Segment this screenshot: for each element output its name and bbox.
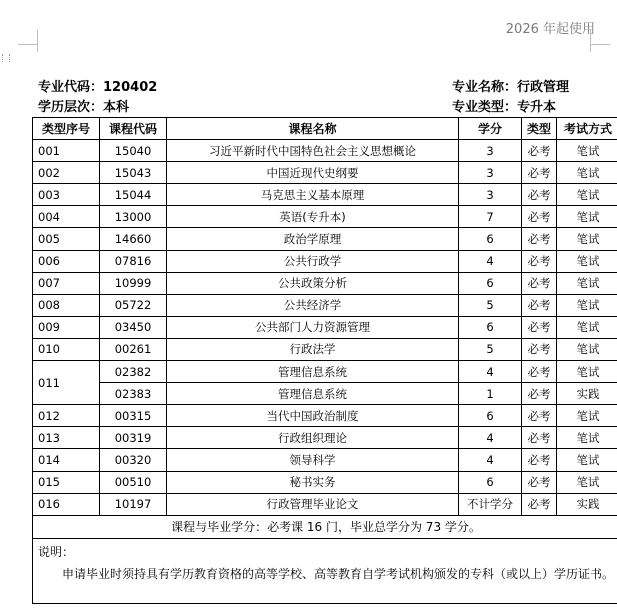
table-row [33, 140, 617, 162]
code-cell: 00510 [100, 471, 167, 493]
type-cell: 必考 [522, 405, 557, 427]
table-row [33, 228, 617, 250]
major-code-label: 专业代码： [38, 80, 104, 95]
table-row [33, 338, 617, 360]
table-row [33, 162, 617, 184]
name-cell: 管理信息系统 [167, 361, 459, 383]
education-level-label: 学历层次： [38, 100, 104, 115]
credit-cell: 3 [459, 140, 522, 162]
code-cell: 15044 [100, 184, 167, 206]
crop-mark-left-horizontal [18, 44, 38, 45]
type-cell: 必考 [522, 294, 557, 316]
seq-cell: 008 [33, 294, 100, 316]
exam-cell: 笔试 [557, 228, 617, 250]
credit-cell: 6 [459, 316, 522, 338]
type-cell: 必考 [522, 316, 557, 338]
margin-marker-icon [2, 54, 10, 62]
course-table [32, 117, 617, 604]
name-cell: 行政管理毕业论文 [167, 493, 459, 515]
major-type-label: 专业类型： [452, 100, 518, 115]
exam-cell: 笔试 [557, 405, 617, 427]
name-cell: 公共部门人力资源管理 [167, 316, 459, 338]
type-cell: 必考 [522, 427, 557, 449]
crop-mark-left-vertical [37, 30, 38, 52]
exam-cell: 笔试 [557, 140, 617, 162]
table-row [33, 493, 617, 515]
education-level-line [38, 96, 129, 115]
credit-cell: 7 [459, 206, 522, 228]
type-cell: 必考 [522, 206, 557, 228]
name-cell: 政治学原理 [167, 228, 459, 250]
name-cell: 行政法学 [167, 338, 459, 360]
credit-cell: 6 [459, 471, 522, 493]
seq-cell: 002 [33, 162, 100, 184]
name-cell: 马克思主义基本原理 [167, 184, 459, 206]
code-cell: 15043 [100, 162, 167, 184]
exam-cell: 笔试 [557, 471, 617, 493]
credit-cell: 4 [459, 449, 522, 471]
seq-cell: 004 [33, 206, 100, 228]
seq-cell: 006 [33, 250, 100, 272]
column-header-seq: 类型序号 [33, 118, 100, 140]
name-cell: 行政组织理论 [167, 427, 459, 449]
exam-cell: 实践 [557, 383, 617, 405]
credit-cell: 6 [459, 272, 522, 294]
type-cell: 必考 [522, 162, 557, 184]
name-cell: 领导科学 [167, 449, 459, 471]
column-header-exam: 考试方式 [557, 118, 617, 140]
seq-cell: 009 [33, 316, 100, 338]
exam-cell: 笔试 [557, 250, 617, 272]
credit-cell: 6 [459, 228, 522, 250]
code-cell: 15040 [100, 140, 167, 162]
name-cell: 当代中国政治制度 [167, 405, 459, 427]
type-cell: 必考 [522, 140, 557, 162]
name-cell: 习近平新时代中国特色社会主义思想概论 [167, 140, 459, 162]
column-header-code: 课程代码 [100, 118, 167, 140]
seq-cell: 005 [33, 228, 100, 250]
type-cell: 必考 [522, 272, 557, 294]
table-header-row [33, 118, 617, 140]
name-cell: 中国近现代史纲要 [167, 162, 459, 184]
major-name-line [452, 76, 569, 95]
education-level-value: 本科 [103, 100, 130, 115]
exam-cell: 笔试 [557, 338, 617, 360]
code-cell: 00315 [100, 405, 167, 427]
major-name-value: 行政管理 [517, 80, 570, 95]
type-cell: 必考 [522, 493, 557, 515]
table-row [33, 405, 617, 427]
exam-cell: 笔试 [557, 272, 617, 294]
type-cell: 必考 [522, 338, 557, 360]
code-cell: 02382 [100, 361, 167, 383]
note-title: 说明： [38, 544, 75, 559]
table-row [33, 206, 617, 228]
seq-cell: 012 [33, 405, 100, 427]
seq-cell: 001 [33, 140, 100, 162]
code-cell: 13000 [100, 206, 167, 228]
credit-cell: 4 [459, 250, 522, 272]
table-row [33, 449, 617, 471]
credit-cell: 不计学分 [459, 493, 522, 515]
credit-cell: 1 [459, 383, 522, 405]
table-row [33, 471, 617, 493]
exam-cell: 笔试 [557, 449, 617, 471]
code-cell: 00261 [100, 338, 167, 360]
credit-cell: 3 [459, 184, 522, 206]
column-header-type: 类型 [522, 118, 557, 140]
summary-row [33, 515, 617, 538]
major-type-line [452, 96, 556, 115]
credit-cell: 3 [459, 162, 522, 184]
seq-cell: 011 [33, 361, 100, 405]
exam-cell: 实践 [557, 493, 617, 515]
name-cell: 秘书实务 [167, 471, 459, 493]
name-cell: 管理信息系统 [167, 383, 459, 405]
code-cell: 07816 [100, 250, 167, 272]
credit-cell: 5 [459, 294, 522, 316]
code-cell: 02383 [100, 383, 167, 405]
exam-cell: 笔试 [557, 162, 617, 184]
table-row [33, 184, 617, 206]
code-cell: 14660 [100, 228, 167, 250]
table-row [33, 272, 617, 294]
major-code-value: 120402 [103, 80, 158, 95]
type-cell: 必考 [522, 383, 557, 405]
note-row [33, 538, 617, 603]
table-row [33, 294, 617, 316]
credit-cell: 6 [459, 405, 522, 427]
seq-cell: 014 [33, 449, 100, 471]
crop-mark-right-horizontal [590, 44, 610, 45]
name-cell: 公共行政学 [167, 250, 459, 272]
column-header-name: 课程名称 [167, 118, 459, 140]
seq-cell: 016 [33, 493, 100, 515]
major-code-line [38, 76, 157, 95]
code-cell: 00319 [100, 427, 167, 449]
note-body: 申请毕业时须持具有学历教育资格的高等学校、高等教育自学考试机构颁发的专科（或以上）学历证书。 [62, 566, 615, 581]
exam-cell: 笔试 [557, 361, 617, 383]
credit-cell: 4 [459, 427, 522, 449]
credit-summary: 课程与毕业学分：必考课 16 门，毕业总学分为 73 学分。 [33, 515, 617, 538]
code-cell: 05722 [100, 294, 167, 316]
type-cell: 必考 [522, 250, 557, 272]
credit-cell: 5 [459, 338, 522, 360]
column-header-credit: 学分 [459, 118, 522, 140]
name-cell: 公共经济学 [167, 294, 459, 316]
name-cell: 公共政策分析 [167, 272, 459, 294]
major-name-label: 专业名称： [452, 80, 518, 95]
code-cell: 00320 [100, 449, 167, 471]
code-cell: 10197 [100, 493, 167, 515]
table-row [33, 361, 617, 383]
table-row [33, 383, 617, 405]
type-cell: 必考 [522, 361, 557, 383]
exam-cell: 笔试 [557, 294, 617, 316]
name-cell: 英语(专升本) [167, 206, 459, 228]
table-row [33, 316, 617, 338]
credit-cell: 4 [459, 361, 522, 383]
seq-cell: 010 [33, 338, 100, 360]
type-cell: 必考 [522, 184, 557, 206]
effective-year-note: 2026 年起使用 [505, 22, 595, 37]
exam-cell: 笔试 [557, 427, 617, 449]
type-cell: 必考 [522, 471, 557, 493]
code-cell: 10999 [100, 272, 167, 294]
seq-cell: 013 [33, 427, 100, 449]
exam-cell: 笔试 [557, 184, 617, 206]
code-cell: 03450 [100, 316, 167, 338]
major-type-value: 专升本 [517, 100, 557, 115]
table-row [33, 427, 617, 449]
exam-cell: 笔试 [557, 206, 617, 228]
exam-cell: 笔试 [557, 316, 617, 338]
type-cell: 必考 [522, 228, 557, 250]
seq-cell: 007 [33, 272, 100, 294]
seq-cell: 015 [33, 471, 100, 493]
note-cell [33, 538, 617, 603]
table-row [33, 250, 617, 272]
type-cell: 必考 [522, 449, 557, 471]
seq-cell: 003 [33, 184, 100, 206]
